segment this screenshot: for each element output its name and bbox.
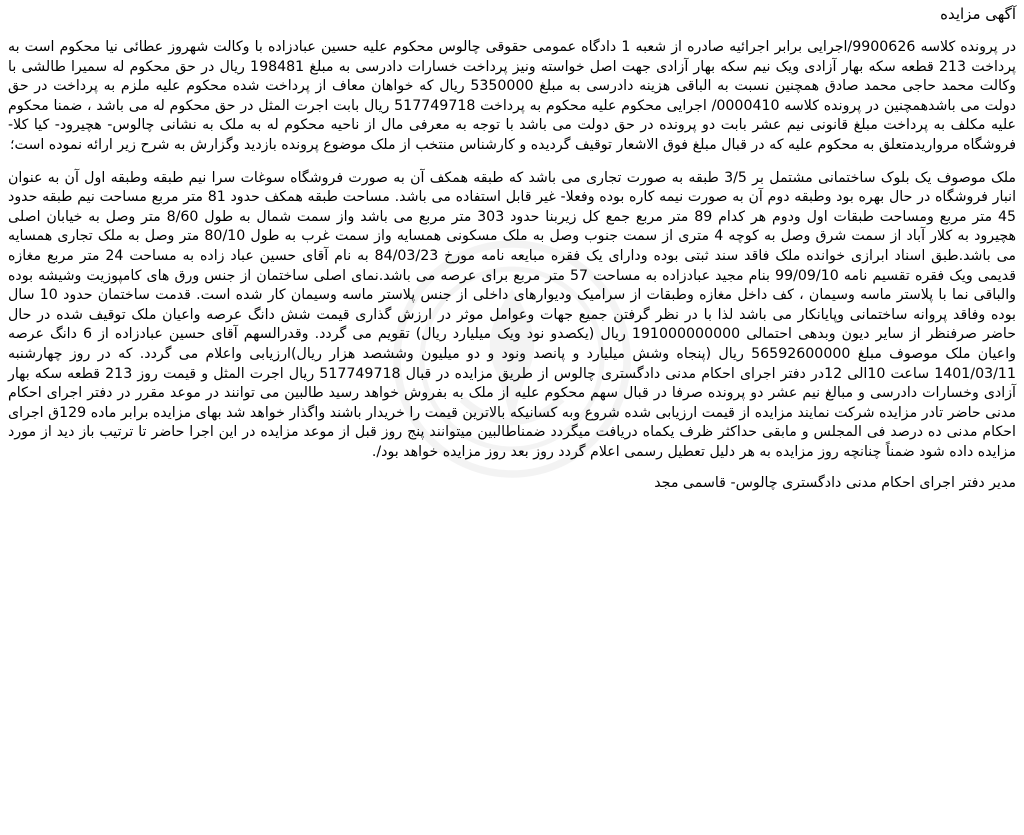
- notice-signature: مدیر دفتر اجرای احکام مدنی دادگستری چالوس- قاسمی مجد: [654, 475, 1016, 492]
- notice-title: آگهی مزایده: [940, 5, 1016, 23]
- notice-paragraph-case: در پرونده کلاسه 9900626/اجرایی برابر اجرائیه صادره از شعبه 1 دادگاه عمومی حقوقی چالوس محکوم علیه حسین عبادزاده با وکالت شهروز عطائی نیا محکوم است به پرداخت 213 قطعه سکه بهار آزادی ویک نیم سکه بهار آزادی جهت اصل خواسته ونیز پرداخت خسارات دادرسی به مبلغ 198481 ریال در حق محکوم له سمیرا طالشی با وکالت محمد حاجی محمد صادق همچنین نسبت به الباقی هزینه دادرسی به مبلغ 5350000 ریال که خواهان معاف از پرداخت شده محکوم علیه ملزم به پرداخت در حق دولت می باشدهمچنین در پرونده کلاسه 0000410/ اجرایی محکوم علیه محکوم به پرداخت 517749718 ریال بابت اجرت المثل در حق محکوم له می باشد ، ضمنا محکوم علیه مکلف به پرداخت مبلغ قانونی نیم عشر بابت دو پرونده در حق دولت می باشد با توجه به معرفی مال از ناحیه محکوم له به ملک به نشانی چالوس- هچیرود- کیا کلا- فروشگاه مرواریدمتعلق به محکوم علیه که در قبال مبلغ فوق الاشعار توقیف گردیده و کارشناس منتخب از ملک موضوع پرونده بازدید وگزارش به شرح زیر ارائه نموده است؛: [8, 39, 1017, 153]
- auction-notice: [8, 4, 1016, 494]
- notice-paragraph-property: ملک موصوف یک بلوک ساختمانی مشتمل بر 3/5 طبقه به صورت تجاری می باشد که طبقه همکف آن به صورت فروشگاه سوغات سرا نیم طبقه وطبقه اول آن به عنوان انبار فروشگاه در حال بهره بود وطبقه دوم آن به صورت نیمه کاره بوده وفعلا- غیر قابل استفاده می باشد. مساحت طبقه همکف حدود 81 متر مربع مساحت نیم طبقه حدود 45 متر مربع ومساحت طبقات اول ودوم هر کدام 89 متر مربع جمع کل زیربنا حدود 303 متر مربع می باشد واز سمت شمال به طول 8/60 متر وصل به خیابان اصلی هچیرود به کلار آباد از سمت شرق وصل به کوچه 4 متری از سمت جنوب وصل به ملک مسکونی همسایه واز سمت غرب به طول 80/10 متر وصل به ملک تجاری همسایه می باشد.طبق اسناد ابرازی خوانده ملک فاقد سند ثبتی بوده ودارای یک فقره مبایعه نامه مورخ 84/03/23 به نام آقای حسین عباد زاده به مساحت 24 متر مربع مغازه قدیمی ویک فقره تقسیم نامه 99/09/10 بنام مجید عبادزاده به مساحت 57 متر مربع برای عرصه می باشد.نمای اصلی ساختمان از جنس ورق های کامپوزیت وشیشه بوده والباقی نما با پلاستر ماسه وسیمان ، کف داخل مغازه وطبقات از سرامیک ودیوارهای داخلی از جنس پلاستر ماسه وسیمان کار شده است. قدمت ساختمان حدود 10 سال بوده وفاقد پروانه ساختمانی وپایانکار می باشد لذا با در نظر گرفتن جمیع جهات وعوامل موثر در ارزش گذاری قیمت شش دانگ عرصه واعیان ملک توقیف شده در حال حاضر صرفنظر از سایر دیون وبدهی احتمالی 191000000000 ریال (یکصدو نود ویک میلیارد ریال) تقویم می گردد. وقدرالسهم آقای حسین عبادزاده از 6 دانگ عرصه واعیان ملک موصوف مبلغ 56592600000 ریال (پنجاه وشش میلیارد و پانصد ونود و دو میلیون وششصد هزار ریال)ارزیابی واعلام می گردد. که در روز چهارشنبه 1401/03/11 ساعت 10الی 12در دفتر اجرای احکام مدنی دادگستری چالوس از طریق مزایده در قبال 517749718 ریال اجرت المثل و قیمت روز 213 قطعه سکه بهار آزادی وخسارات دادرسی و مبالغ نیم عشر دو پرونده صرفا در قبال سهم محکوم علیه از ملک به بفروش خواهد رسید طالبین می توانند در موعد مقرر در دفتر اجرای احکام مدنی حاضر تادر مزایده شرکت نمایند مزایده از قیمت ارزیابی شده شروع وبه کسانیکه بالاترین قیمت را خریدار باشند واگذار خواهد شد بهای مزایده برابر ماده 129ق اجرای احکام مدنی ده درصد فی المجلس و مابقی حداکثر ظرف یکماه دریافت میگردد ضمناطالبین میتوانند پنج روز قبل از موعد مزایده در این اجرا حاضر تا ترتیب باز دید از مورد مزایده داده شود ضمناً چنانچه روز مزایده به هر دلیل تعطیل رسمی اعلام گردد روز بعد روز مزایده خواهد بود/.: [8, 169, 1017, 460]
